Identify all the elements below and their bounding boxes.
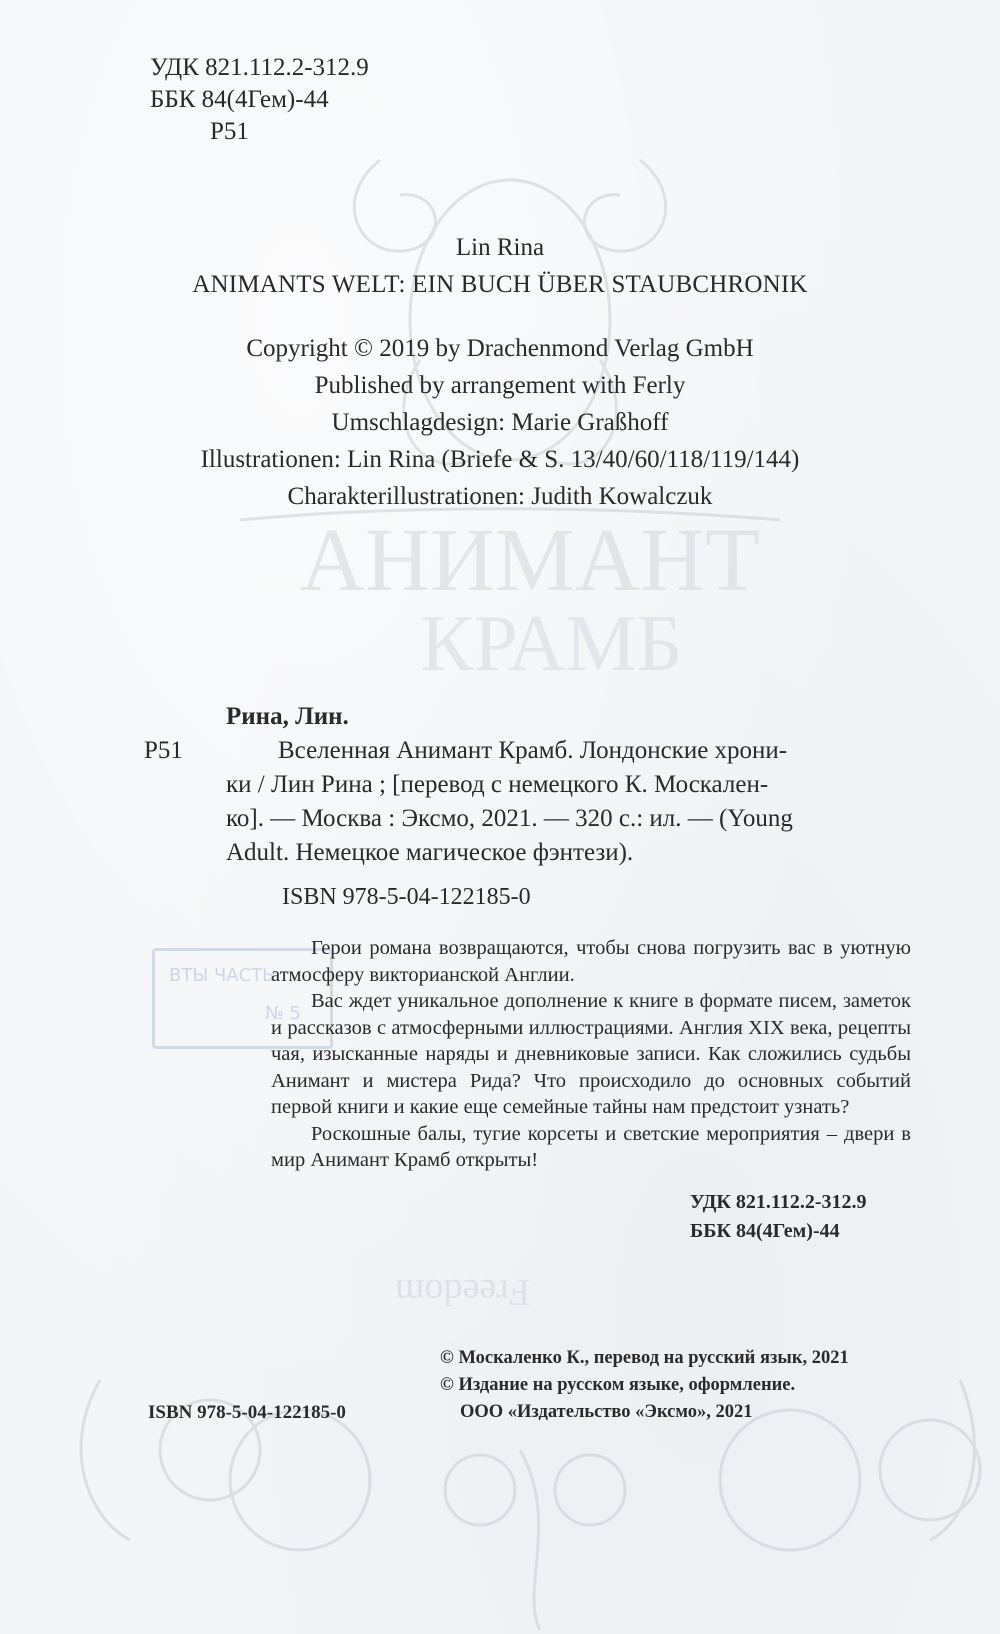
- udk-code: УДК 821.112.2-312.9: [150, 54, 369, 81]
- svg-text:АНИМАНТ: АНИМАНТ: [300, 511, 760, 610]
- isbn-bottom: ISBN 978-5-04-122185-0: [148, 1402, 346, 1423]
- svg-text:КРАМБ: КРАМБ: [420, 600, 683, 688]
- credit-copyright: Copyright © 2019 by Drachenmond Verlag GmbH: [246, 335, 754, 362]
- credit-character-illustrations: Charakterillustrationen: Judith Kowalczuk: [287, 483, 713, 510]
- original-author: Lin Rina: [455, 234, 545, 261]
- annotation-paragraph: Вас ждет уникальное дополнение к книге в формате писем, заметок и рассказов с атмосферными иллюстрациями. Англия XIX века, рецепты чая, изысканные наряды и дневниковые записи. Как сложились судьбы Анимант и мистера Рида? Что происходило до основных событий первой книги и какие еще семейные тайны нам предстоит узнать?: [271, 990, 911, 1118]
- classification-block-top: [150, 52, 369, 148]
- svg-text:Freedom: Freedom: [394, 1271, 530, 1313]
- description-line-2: ки / Лин Рина ; [перевод с немецкого К. Москален-: [226, 771, 769, 798]
- annotation: [271, 935, 911, 1174]
- bibliographic-record: [144, 700, 914, 870]
- translation-copyright: © Москаленко К., перевод на русский язык, 2021: [440, 1348, 849, 1368]
- bbk-code-bottom: ББК 84(4Гем)-44: [690, 1220, 840, 1242]
- library-stamp: ВТЫ ЧАСТЬ № 5: [152, 948, 333, 1049]
- udk-code-bottom: УДК 821.112.2-312.9: [690, 1191, 867, 1213]
- original-credits: [0, 330, 1000, 515]
- publisher-copyright: ООО «Издательство «Эксмо», 2021: [460, 1402, 753, 1422]
- author-heading: Рина, Лин.: [226, 703, 349, 730]
- credit-cover-design: Umschlagdesign: Marie Graßhoff: [331, 409, 669, 436]
- original-title: ANIMANTS WELT: EIN BUCH ÜBER STAUBCHRONIK: [192, 271, 808, 298]
- credit-illustrations: Illustrationen: Lin Rina (Briefe & S. 13/40/60/118/119/144): [200, 446, 800, 473]
- credit-arrangement: Published by arrangement with Ferly: [314, 372, 686, 399]
- bbk-code: ББК 84(4Гем)-44: [150, 86, 329, 113]
- classification-block-bottom: [690, 1188, 866, 1246]
- record-cutter-code: Р51: [144, 737, 183, 764]
- annotation-paragraph: Роскошные балы, тугие корсеты и светские мероприятия – двери в мир Анимант Крамб открыты!: [271, 1122, 911, 1171]
- russian-copyright: [440, 1345, 849, 1426]
- edition-copyright: © Издание на русском языке, оформление.: [440, 1375, 796, 1395]
- annotation-paragraph: Герои романа возвращаются, чтобы снова погрузить вас в уютную атмосферу викторианской Англии.: [271, 937, 911, 986]
- cutter-code: Р51: [210, 118, 249, 145]
- description-line-1: Вселенная Анимант Крамб. Лондонские хрони-: [278, 737, 788, 764]
- isbn-record: ISBN 978-5-04-122185-0: [282, 884, 531, 910]
- description-line-3: ко]. — Москва : Эксмо, 2021. — 320 с.: ил. — (Young: [226, 805, 793, 832]
- description-line-4: Adult. Немецкое магическое фэнтези).: [226, 839, 634, 866]
